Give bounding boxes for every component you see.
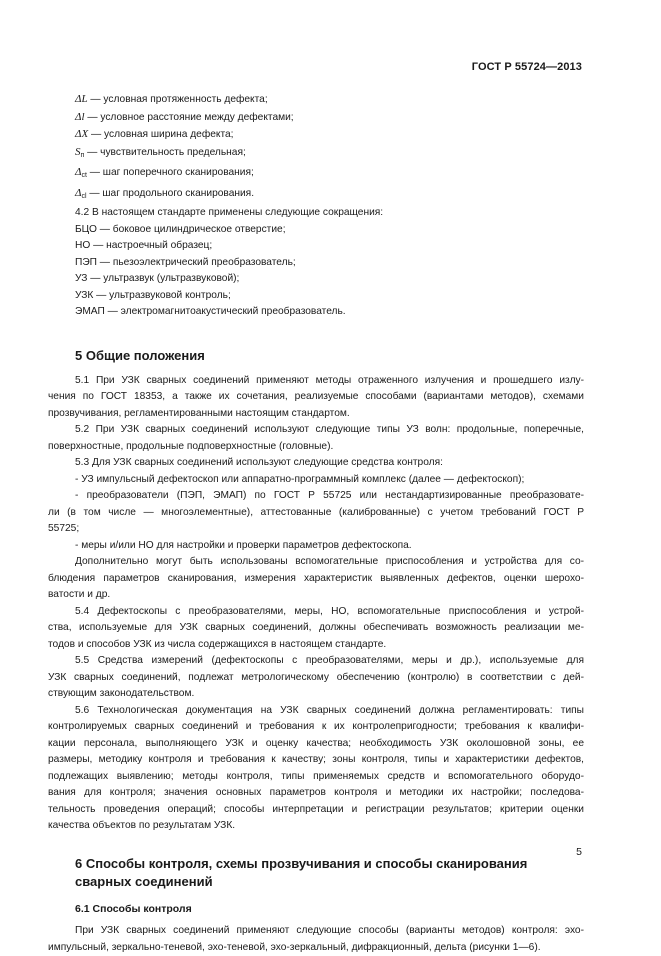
paragraph-5-6: 5.6 Технологическая документация на УЗК сварных соединений должна регламентировать: типы контролируемых сварных соединений и требования к их контролепригодности; требования к квалифи- кации персонала, выполняющего УЗК и оценку качества; необходимость УЗК околошовной зоны, ее размеры, методику контроля и требования к качеству; зоны контроля, типы и характеристики дефектов, подлежащих выявлению; методы контроля, типы применяемых средств и вспомогательного оборудо- вания для контроля; значения основных параметров контроля и методики их настройки; последова- тельность проведения операций; способы интерпретации и регистрации результатов; критерии оценки качества объектов по результатам УЗК. [48,704,584,831]
spacer [48,365,584,373]
spacer [48,321,584,347]
abbreviation-item: НО — настроечный образец; [75,240,213,251]
definition-item: ΔX — условная ширина дефекта; [75,128,234,140]
document-header: ГОСТ Р 55724—2013 [471,61,582,73]
abbreviation-item: УЗ — ультразвук (ультразвуковой); [75,273,240,284]
definitions-list [48,91,584,321]
spacer [48,891,584,901]
abbreviation-item: ПЭП — пьезоэлектрический преобразователь; [75,256,296,268]
abbreviation-item: УЗК — ультразвуковой контроль; [75,289,231,301]
definition-item: $S_п$ — чувствительность предельная; [75,145,246,159]
paragraph-5-3: 5.3 Для УЗК сварных соединений используют следующие средства контроля: [75,457,443,468]
paragraph-5-4: 5.4 Дефектоскопы с преобразователями, меры, НО, вспомогательные приспособления и устрой- ства, используемые для УЗК сварных соединений, должны обеспечивать возможность реализации ме- тодов и способов УЗК из числа содержащихся в настоящем стандарте. [48,605,584,650]
page-content [48,91,584,956]
abbreviation-item: ЭМАП — электромагнитоакустический преобразователь. [75,306,346,317]
paragraph-5-1: 5.1 При УЗК сварных соединений применяют методы отраженного излучения и прошедшего излу- чения по ГОСТ 18353, а также их сочетания, реализуемые способами (вариантами методов), схемами прозвучивания, регламентированными настоящим стандартом. [48,374,584,419]
page-number: 5 [576,846,582,858]
paragraph-5-5: 5.5 Средства измерений (дефектоскопы с преобразователями, меры и др.), используемые для УЗК сварных соединений, подлежат метрологическому обеспечению (контролю) в соответствии с дей- ствующим законодательством. [48,655,584,699]
spacer [48,835,584,855]
list-item: - меры и/или НО для настройки и проверки параметров дефектоскопа. [75,539,412,551]
definition-item: $\Delta_{ct}$ — шаг поперечного сканирования; [75,166,254,179]
section-5-heading: 5 Общие положения [75,347,205,363]
list-item: - преобразователи (ПЭП, ЭМАП) по ГОСТ Р 55725 или нестандартизированные преобразовате- ли (в том числе — многоэлементные), аттестованные (калиброванные) с учетом требований ГОСТ Р 55725; [48,490,584,534]
subsection-6-1-heading: 6.1 Способы контроля [75,902,192,915]
paragraph-6-1: При УЗК сварных соединений применяют следующие способы (варианты методов) контроля: эхо- импульсный, зеркально-теневой, эхо-теневой, эхо-зеркальный, дифракционный, дельта (рисунки 1—6). [48,925,584,953]
abbreviations-intro: 4.2 В настоящем стандарте применены следующие сокращения: [75,207,384,218]
definition-item: Δl — условное расстояние между дефектами; [75,110,294,123]
definition-item: $\Delta_{cl}$ — шаг продольного сканирования. [75,186,255,200]
paragraph-5-2: 5.2 При УЗК сварных соединений используют следующие типы УЗ волн: продольные, поперечные, поверхностные, продольные подповерхностные (головные). [48,424,584,452]
section-6-heading: 6 Способы контроля, схемы прозвучивания и способы сканирования сварных соединений [75,855,528,889]
abbreviation-item: БЦО — боковое цилиндрическое отверстие; [75,223,286,235]
paragraph-additional: Дополнительно могут быть использованы вспомогательные приспособления и устройства для со- блюдения параметров сканирования, измерения характеристик выявленных дефектов, оценки шерохо- ватости и др. [48,556,584,600]
definition-item: ΔL — условная протяженность дефекта; [75,93,268,105]
list-item: - УЗ импульсный дефектоскоп или аппаратно-программный комплекс (далее — дефектоскоп); [75,473,525,485]
